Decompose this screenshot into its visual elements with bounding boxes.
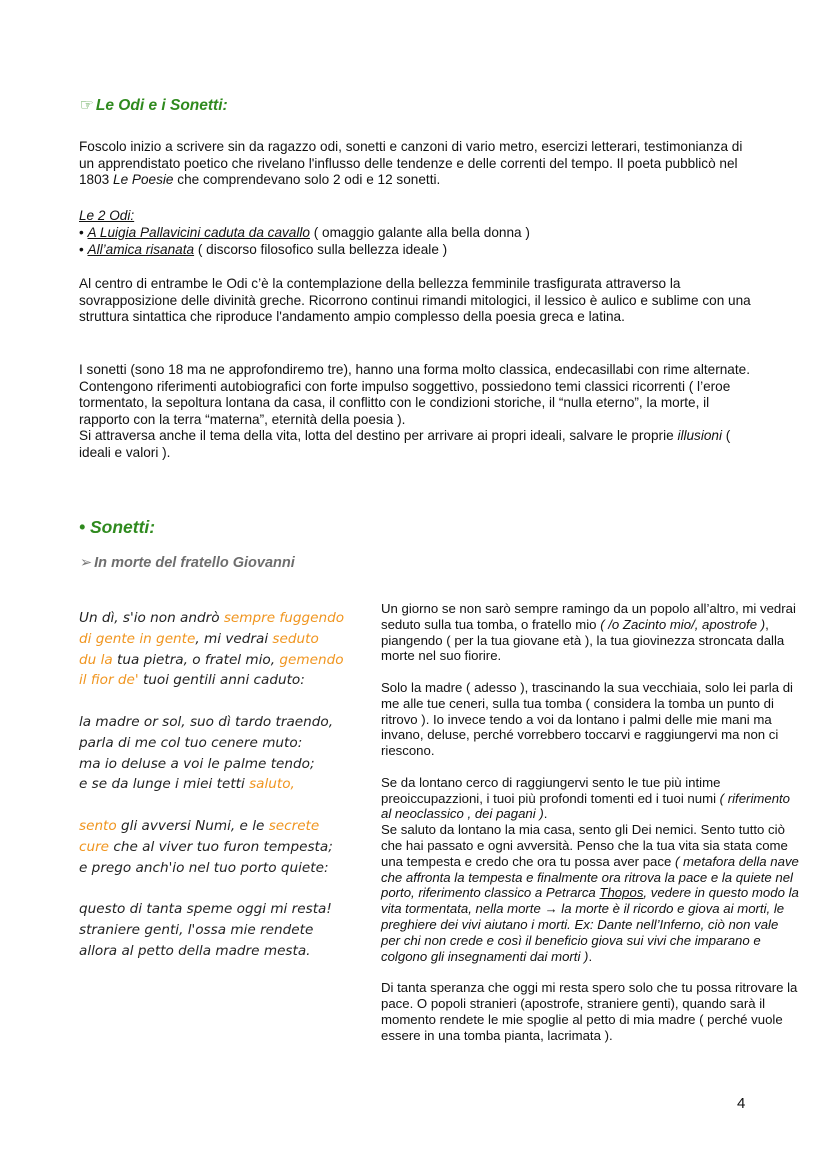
paraphrase <box>381 601 801 1059</box>
poem-line <box>79 733 369 754</box>
centro-paragraph: Al centro di entrambe le Odi c’è la contemplazione della bellezza femminile trasfigurata attraverso la sovrapposizione delle divinità greche. Ricorrono continui rimandi mitologici, il lessico è aulico e sublime con una struttura sintattica che riproduce l'andamento ampio complesso della poesia greca e latina. <box>79 276 751 325</box>
poem-segment: gli avversi Numi, e le <box>116 817 269 834</box>
poem-line <box>79 941 369 962</box>
italic-note: ( /o Zacinto mio/, apostrofe ) <box>600 616 766 632</box>
odi-title: A Luigia Pallavicini caduta da cavallo <box>87 225 310 240</box>
italic-note: , vedere in questo modo la vita tormentata, nella morte → la morte è il ricordo e giova ai morti, le preghiere dei vivi aiutano i morti. Ex: Dante nell’Inferno, ciò non vale per chi non crede e così il beneficio giova sui vivi che imparano e colgono gli insegnamenti dai morti ) <box>381 885 799 964</box>
text: Se saluto da lontano la mia casa, sento gli Dei nemici. Sento tutto ciò che hai passato e ogni avversità. Penso che la tua vita sia stata come una tempesta e credo che ora tu possa aver pace <box>381 822 788 869</box>
odi-label: Le 2 Odi: <box>79 208 135 223</box>
sonetti-intro-line <box>79 428 759 461</box>
poem-line <box>79 774 369 795</box>
poem-line <box>79 629 369 650</box>
sonetti-intro-line: Contengono riferimenti autobiografici con forte impulso soggettivo, possiedono temi classici ricorrenti ( l’eroe tormentato, la sepoltura lontana da casa, il conflitto con le condizioni storiche, il “nulla eterno”, la morte, il rapporto con la terra “materna”, eternità della poesia ). <box>79 378 731 427</box>
text: Se da lontano cerco di raggiungervi sento le tue più intime preoiccupazzioni, i tuoi più profondi tomenti ed i tuoi numi <box>381 774 721 806</box>
poem-segment: e se da lunge i miei tetti <box>79 776 250 793</box>
highlighted-word: sento <box>79 817 117 834</box>
odi-note: ( omaggio galante alla bella donna ) <box>309 225 530 240</box>
poem-line <box>79 920 369 941</box>
highlighted-word: secrete <box>268 817 320 834</box>
text: Si attraversa anche il tema della vita, lotta del destino per arrivare ai propri ideali, salvare le proprie <box>79 428 678 444</box>
highlighted-word: sempre fuggendo <box>223 610 345 626</box>
highlighted-word: seduto <box>272 630 319 647</box>
intro-text: Foscolo inizio a scrivere sin da ragazzo odi, sonetti e canzoni di vario metro, esercizi letterari, testimonianza di un apprendistato poetico che rivelano l'influsso delle tendenze e delle correnti del tempo. Il poeta pubblicò nel 1803 <box>79 139 743 188</box>
poem-line <box>79 837 369 858</box>
poem-segment: ma io deluse a voi le palme tendo; <box>79 755 315 772</box>
intro-text-end: che comprendevano solo 2 odi e 12 sonetti. <box>173 172 441 188</box>
poem-segment: questo di tanta speme oggi mi resta! <box>79 901 332 918</box>
bullet: • <box>79 242 84 257</box>
poem-line <box>79 858 369 879</box>
text: Un giorno se non sarò sempre ramingo da un popolo all’altro, mi vedrai seduto sulla tua tomba, o fratello mio <box>381 601 796 632</box>
poem-line <box>79 670 369 691</box>
highlighted-word: gemendo <box>279 651 344 668</box>
poem-text <box>79 608 369 982</box>
poem-segment: tuoi gentili anni caduto: <box>138 672 305 689</box>
paraphrase-paragraph: Solo la madre ( adesso ), trascinando la sua vecchiaia, solo lei parla di me alle tue ceneri, sulla tua tomba ( considera la tomba un punto di ritrovo ). Io invece tendo a voi da lontano i palmi delle mie mani ma invano, deluse, perché vorrebbero toccarvi e raggiungervi ma non ci riescono. <box>381 679 793 759</box>
odi-list-item <box>79 225 530 242</box>
section-title <box>80 96 228 115</box>
poem-stanza <box>79 712 369 795</box>
italic-note: ( riferimento al neoclassico , dei pagani ) <box>381 790 791 822</box>
text: . <box>588 948 593 964</box>
poem-stanza <box>79 816 369 878</box>
poem-line <box>79 650 369 671</box>
poem-line <box>79 816 369 837</box>
paraphrase-paragraph: Di tanta speranza che oggi mi resta spero solo che tu possa ritrovare la pace. O popoli stranieri (apostrofe, straniere genti), quando sarà il momento rendete le mie spoglie al petto di mia madre ( perché vuole essere in una tomba pianta, lacrimata ). <box>381 980 798 1043</box>
poem-segment: tua pietra, o fratel mio, <box>112 651 280 668</box>
page-number: 4 <box>737 1095 746 1112</box>
sonetti-intro-paragraph <box>79 362 759 462</box>
text: . <box>543 806 548 822</box>
poem-line <box>79 712 369 733</box>
highlighted-word: cure <box>79 838 110 855</box>
poem-line <box>79 608 369 629</box>
poem-segment: la madre or sol, suo dì tardo traendo, <box>79 713 334 730</box>
paraphrase-paragraph <box>381 601 801 664</box>
highlighted-word: saluto, <box>249 776 295 793</box>
poem-stanza <box>79 899 369 961</box>
poem-segment: , mi vedrai <box>195 630 273 647</box>
pointing-hand-icon: ☞ <box>80 97 94 114</box>
text: , piangendo ( per la tua giovane età ), la tua giovinezza stroncata dalla morte nel suo fiorire. <box>381 616 785 664</box>
poem-segment: Un dì, s'io non andrò <box>79 610 224 626</box>
poem-stanza <box>79 608 369 691</box>
illusioni-word: illusioni <box>677 428 723 444</box>
poem-segment: allora al petto della madre mesta. <box>79 942 311 959</box>
highlighted-word: il fior de' <box>79 672 139 689</box>
odi-list-item <box>79 242 447 259</box>
poem-line <box>79 754 369 775</box>
poem-title <box>80 555 295 571</box>
thopos-word: Thopos <box>599 885 644 901</box>
poem-segment: parla di me col tuo cenere muto: <box>79 734 303 751</box>
highlighted-word: di gente in gente <box>79 630 196 647</box>
section-title-text: Le Odi e i Sonetti: <box>95 97 228 114</box>
paraphrase-paragraph <box>381 775 801 965</box>
poem-segment: straniere genti, l'ossa mie rendete <box>79 921 314 938</box>
sonetti-intro-line: I sonetti (sono 18 ma ne approfondiremo tre), hanno una forma molto classica, endecasillabi con rime alternate. <box>79 362 750 377</box>
highlighted-word: du la <box>79 651 113 668</box>
sonetti-heading: • Sonetti: <box>79 517 156 537</box>
odi-title: All’amica risanata <box>87 242 195 257</box>
intro-book-title: Le Poesie <box>113 172 174 188</box>
poem-segment: che al viver tuo furon tempesta; <box>109 838 333 855</box>
bullet: • <box>79 225 84 240</box>
poem-segment: e prego anch'io nel tuo porto quiete: <box>79 859 329 876</box>
odi-note: ( discorso filosofico sulla bellezza ideale ) <box>194 242 448 257</box>
intro-paragraph <box>79 139 759 189</box>
arrow-bullet-icon: ➢ <box>80 555 93 571</box>
text: ( ideali e valori ). <box>79 428 731 460</box>
poem-line <box>79 899 369 920</box>
italic-note: ( metafora della nave che affronta la tempesta e finalmente ora ritrova la pace e la quiete nel porto, riferimento classico a Petrarca <box>381 853 799 901</box>
poem-title-text: In morte del fratello Giovanni <box>94 555 295 571</box>
